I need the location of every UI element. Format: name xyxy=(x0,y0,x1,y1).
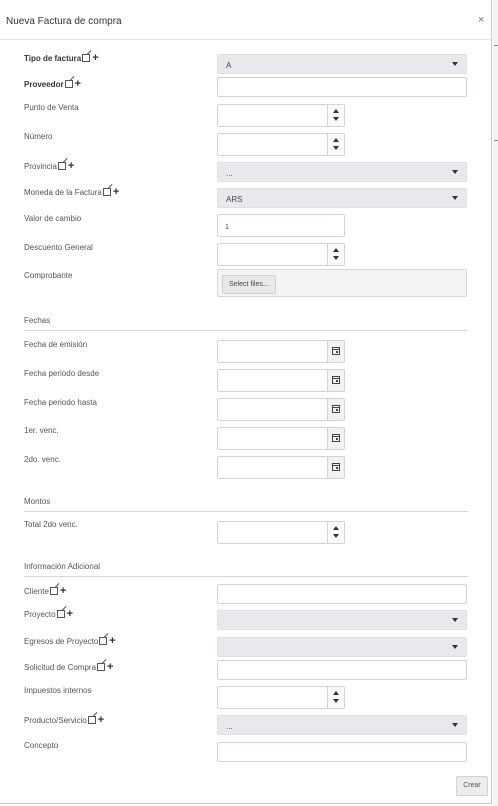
section-divider xyxy=(24,511,468,512)
spinner[interactable] xyxy=(327,105,344,126)
calendar-icon[interactable] xyxy=(327,428,344,449)
external-link-icon[interactable] xyxy=(58,162,66,170)
proveedor-input[interactable] xyxy=(217,77,467,97)
egresos-label: Egresos de Proyecto + xyxy=(24,635,116,647)
calendar-icon[interactable] xyxy=(327,370,344,391)
solicitud-label: Solicitud de Compra + xyxy=(24,661,114,673)
spinner[interactable] xyxy=(327,244,344,265)
spinner[interactable] xyxy=(327,687,344,708)
spin-down-icon[interactable] xyxy=(333,117,339,121)
spinner[interactable] xyxy=(327,134,344,155)
adicional-heading: Información Adicional xyxy=(24,562,101,571)
calendar-icon[interactable] xyxy=(327,399,344,420)
fecha-emision-input[interactable] xyxy=(217,340,345,363)
montos-heading: Montos xyxy=(24,497,51,506)
tipo-factura-label: Tipo de factura + xyxy=(24,52,99,64)
chevron-down-icon xyxy=(452,170,458,174)
crear-button[interactable]: Crear xyxy=(456,776,488,796)
chevron-down-icon xyxy=(452,62,458,66)
concepto-label: Concepto xyxy=(24,741,59,750)
calendar-icon[interactable] xyxy=(327,341,344,362)
concepto-input[interactable] xyxy=(217,742,467,762)
fecha-desde-label: Fecha periodo desde xyxy=(24,369,100,378)
external-link-icon[interactable] xyxy=(57,610,65,618)
external-link-icon[interactable] xyxy=(50,587,58,595)
cliente-input[interactable] xyxy=(217,584,467,604)
spin-down-icon[interactable] xyxy=(333,146,339,150)
fecha-emision-label: Fecha de emisión xyxy=(24,340,88,349)
spin-up-icon[interactable] xyxy=(333,691,339,695)
spin-down-icon[interactable] xyxy=(333,256,339,260)
venc1-label: 1er. venc. xyxy=(24,426,59,435)
modal-title: Nueva Factura de compra xyxy=(6,16,122,27)
file-upload[interactable] xyxy=(217,269,467,297)
total2-stepper[interactable] xyxy=(217,521,345,544)
spin-down-icon[interactable] xyxy=(333,534,339,538)
valor-cambio-label: Valor de cambio xyxy=(24,214,82,223)
plus-icon[interactable]: + xyxy=(109,635,116,647)
cliente-label: Cliente + xyxy=(24,585,67,597)
section-divider xyxy=(24,576,468,577)
close-icon[interactable]: × xyxy=(478,14,485,26)
fechas-heading: Fechas xyxy=(24,316,51,325)
plus-icon[interactable]: + xyxy=(66,608,74,620)
numero-label: Número xyxy=(24,132,53,141)
numero-stepper[interactable] xyxy=(217,133,345,156)
punto-venta-stepper[interactable] xyxy=(217,104,345,127)
section-divider xyxy=(24,330,468,331)
plus-icon[interactable]: + xyxy=(107,661,114,673)
backdrop-mark xyxy=(494,140,498,141)
plus-icon[interactable]: + xyxy=(92,52,99,64)
external-link-icon[interactable] xyxy=(103,188,111,196)
impuestos-label: Impuestos internos xyxy=(24,686,92,695)
tipo-factura-select[interactable]: A xyxy=(217,54,467,74)
spin-up-icon[interactable] xyxy=(333,138,339,142)
external-link-icon[interactable] xyxy=(97,663,105,671)
provincia-label: Provincia + xyxy=(24,160,75,172)
moneda-select[interactable]: ARS xyxy=(217,188,467,208)
descuento-label: Descuento General xyxy=(24,243,93,252)
moneda-label: Moneda de la Factura + xyxy=(24,186,120,198)
total2-label: Total 2do venc. xyxy=(24,520,78,529)
fecha-desde-input[interactable] xyxy=(217,369,345,392)
venc1-input[interactable] xyxy=(217,427,345,450)
spin-up-icon[interactable] xyxy=(333,526,339,530)
comprobante-label: Comprobante xyxy=(24,271,73,280)
external-link-icon[interactable] xyxy=(82,54,90,62)
egresos-select[interactable] xyxy=(217,637,467,657)
plus-icon[interactable]: + xyxy=(97,714,105,726)
external-link-icon[interactable] xyxy=(99,637,107,645)
chevron-down-icon xyxy=(452,723,458,727)
provincia-select[interactable]: ... xyxy=(217,162,467,182)
external-link-icon[interactable] xyxy=(65,80,73,88)
proyecto-select[interactable] xyxy=(217,610,467,630)
punto-venta-label: Punto de Venta xyxy=(24,103,79,112)
valor-cambio-input[interactable]: 1 xyxy=(217,214,345,237)
venc2-input[interactable] xyxy=(217,456,345,479)
plus-icon[interactable]: + xyxy=(59,585,67,597)
venc2-label: 2do. venc. xyxy=(24,455,61,464)
calendar-icon[interactable] xyxy=(327,457,344,478)
proyecto-label: Proyecto + xyxy=(24,608,74,620)
impuestos-stepper[interactable] xyxy=(217,686,345,709)
modal-backdrop xyxy=(493,0,498,806)
chevron-down-icon xyxy=(452,645,458,649)
external-link-icon[interactable] xyxy=(88,716,96,724)
producto-label: Producto/Servicio + xyxy=(24,714,105,726)
proveedor-label: Proveedor + xyxy=(24,78,82,90)
descuento-stepper[interactable] xyxy=(217,243,345,266)
fecha-hasta-label: Fecha periodo hasta xyxy=(24,398,97,407)
plus-icon[interactable]: + xyxy=(74,78,82,90)
header-divider xyxy=(0,39,492,40)
chevron-down-icon xyxy=(452,618,458,622)
plus-icon[interactable]: + xyxy=(67,160,75,172)
producto-select[interactable]: ... xyxy=(217,715,467,735)
plus-icon[interactable]: + xyxy=(112,186,120,198)
spinner[interactable] xyxy=(327,522,344,543)
solicitud-input[interactable] xyxy=(217,660,467,680)
spin-down-icon[interactable] xyxy=(333,699,339,703)
spin-up-icon[interactable] xyxy=(333,248,339,252)
select-files-button[interactable]: Select files... xyxy=(222,275,276,294)
chevron-down-icon xyxy=(452,196,458,200)
fecha-hasta-input[interactable] xyxy=(217,398,345,421)
backdrop-mark xyxy=(494,45,498,46)
spin-up-icon[interactable] xyxy=(333,109,339,113)
